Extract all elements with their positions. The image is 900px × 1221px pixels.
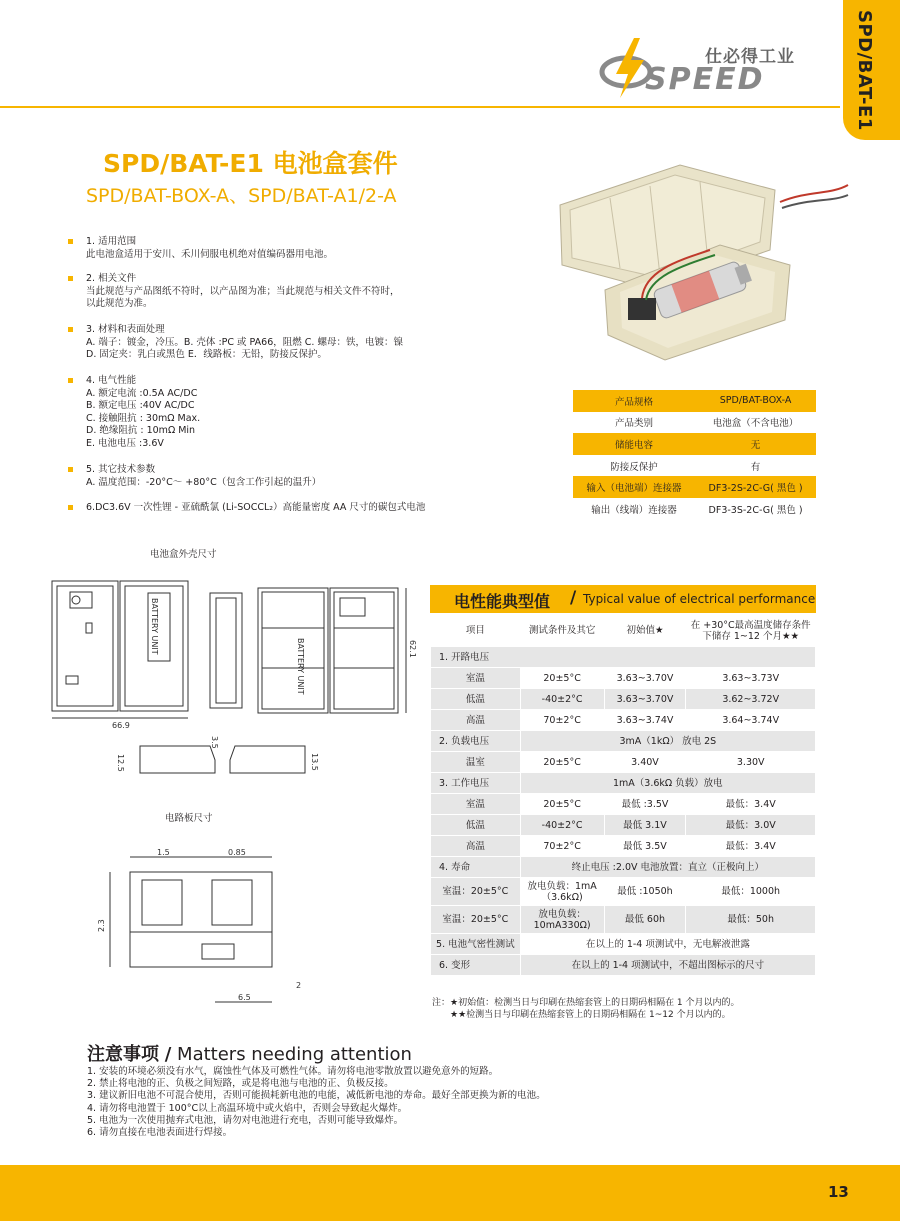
logo-cn: 仕必得工业 — [705, 47, 795, 67]
table-row: 低温 -40±2°C 最低 3.1V 最低：3.0V — [431, 815, 816, 836]
bullet-square-icon — [68, 239, 73, 244]
table-row: 储能电容 无 — [573, 433, 816, 455]
page-subtitle: SPD/BAT-BOX-A、SPD/BAT-A1/2-A — [86, 185, 397, 207]
section-row: 2. 负载电压 3mA（1kΩ） 放电 2S — [431, 731, 816, 752]
table-row: 6. 变形 在以上的 1-4 项测试中，不超出图标示的尺寸 — [431, 955, 816, 976]
logo-en: SPEED — [645, 62, 765, 97]
spec-item-3: 3. 材料和表面处理 A. 端子：镀金，冷压。B. 壳体 :PC 或 PA66，阻燃 C. 螺母：铁，电镀：镍 D. 固定夹：乳白或黑色 E．线路板：无铅，防接反保护。 — [76, 324, 403, 362]
product-photo — [550, 150, 850, 365]
dim-d1: 3.5 — [210, 736, 219, 749]
list-item: 3. 建议新旧电池不可混合使用，否则可能损耗新电池的电能，减低新电池的寿命。最好全部更换为新的电池。 — [87, 1090, 546, 1102]
table-row: 温室 20±5°C 3.40V 3.30V — [431, 752, 816, 773]
perf-title-en: Typical value of electrical performance — [583, 592, 816, 606]
table-row: 防接反保护 有 — [610, 461, 761, 473]
pcb-dim-5: 6.5 — [238, 993, 251, 1002]
pcb-dim-1: 1.5 — [157, 848, 170, 857]
pcb-drawing — [97, 832, 320, 1017]
table-row: 5. 电池气密性测试 在以上的 1-4 项测试中，无电解液泄露 — [431, 934, 816, 955]
battery-unit-text-2: BATTERY UNIT — [296, 638, 305, 695]
table-row: 低温 -40±2°C 3.63~3.70V 3.62~3.72V — [431, 689, 816, 710]
perf-notes: 注：★初始值：检测当日与印刷在热缩套管上的日期码相隔在 1 个月以内的。 ★★检测当日与印刷在热缩套管上的日期码相隔在 1~12 个月以内的。 — [432, 998, 740, 1020]
spec-item-2: 2. 相关文件 当此规范与产品图纸不符时，以产品图为准；当此规范与相关文件不符时， 以此规范为准。 — [76, 273, 400, 311]
case-drawing — [40, 568, 420, 783]
list-item: 1. 安装的环境必须没有水气，腐蚀性气体及可燃性气体。请勿将电池零散放置以避免意外的短路。 — [87, 1066, 499, 1077]
side-tab-label: SPD/BAT-E1 — [854, 10, 875, 131]
pcb-dim-3: 2.3 — [97, 919, 106, 932]
list-item: 4. 请勿将电池置于 100°C以上高温环境中或火焰中，否则会导致起火爆炸。 — [87, 1102, 408, 1114]
spec-item-1: 1. 适用范围 此电池盒适用于安川、禾川伺服电机绝对值编码器用电池。 — [76, 236, 333, 261]
page-number: 13 — [828, 1183, 849, 1201]
perf-title-slash: / — [570, 588, 577, 608]
bullet-square-icon — [68, 467, 73, 472]
page-title: SPD/BAT-E1 电池盒套件 — [103, 149, 398, 178]
pcb-dimension-label: 电路板尺寸 — [165, 813, 213, 824]
list-item: 6. 请勿直接在电池表面进行焊接。 — [87, 1127, 233, 1139]
table-row: 室温：20±5°C 放电负载：1mA（3.6kΩ) 最低 :1050h 最低：1000h — [431, 878, 816, 906]
attention-list — [87, 1066, 546, 1139]
table-row: 输入（电池端）连接器 DF3-2S-2C-G( 黑色 ) — [573, 476, 816, 498]
bullet-square-icon — [68, 327, 73, 332]
side-tab — [843, 0, 900, 140]
perf-table — [430, 614, 816, 976]
dim-d3: 13.5 — [310, 753, 319, 771]
table-row: 室温 20±5°C 最低 :3.5V 最低：3.4V — [431, 794, 816, 815]
perf-title-cn: 电性能典型值 — [454, 592, 551, 611]
dim-height: 62.1 — [408, 640, 417, 658]
spec-item-4: 4. 电气性能 A. 额定电流 :0.5A AC/DC B. 额定电压 :40V AC/DC C. 接触阻抗 : 30mΩ Max. D. 绝缘阻抗 : 10mΩ Min E. 电池电压 :3.6V — [76, 375, 200, 450]
product-spec-table — [573, 390, 816, 520]
header-rule — [0, 106, 840, 108]
pcb-dim-2: 0.85 — [228, 848, 246, 857]
table-row: 产品规格 SPD/BAT-BOX-A — [573, 390, 816, 412]
pcb-dim-4: 2 — [296, 981, 302, 990]
table-row: 输出（线端）连接器 DF3-3S-2C-G( 黑色 ) — [591, 504, 803, 516]
table-row: 室温：20±5°C 放电负载：10mA330Ω) 最低 60h 最低：50h — [431, 906, 816, 934]
table-row: 产品类别 电池盒（不含电池） — [615, 418, 799, 430]
footer-bar — [0, 1165, 900, 1221]
attention-title: 注意事项 / Matters needing attention — [87, 1044, 412, 1065]
section-row: 1. 开路电压 — [431, 647, 816, 668]
table-row: 高温 70±2°C 最低 3.5V 最低：3.4V — [431, 836, 816, 857]
dim-d2: 12.5 — [116, 754, 125, 772]
spec-item-6: 6.DC3.6V 一次性锂 - 亚硫酰氯 (Li-SOCCL₂）高能量密度 AA 尺寸的碳包式电池 — [76, 502, 425, 515]
table-row: 高温 70±2°C 3.63~3.74V 3.64~3.74V — [431, 710, 816, 731]
perf-table-header — [430, 585, 816, 613]
list-item: 2. 禁止将电池的正、负极之间短路，或是将电池与电池的正、负极反接。 — [87, 1078, 394, 1090]
case-dimension-label: 电池盒外壳尺寸 — [150, 549, 217, 560]
table-header-row: 项目 测试条件及其它 初始值★ 在 +30°C最高温度储存条件下储存 1~12 个月★★ — [431, 615, 816, 647]
bullet-square-icon — [68, 378, 73, 383]
dim-width: 66.9 — [112, 721, 130, 730]
spec-item-5: 5. 其它技术参数 A. 温度范围：-20°C～ +80°C（包含工作引起的温升） — [76, 464, 321, 489]
table-row: 室温 20±5°C 3.63~3.70V 3.63~3.73V — [431, 668, 816, 689]
section-row: 3. 工作电压 1mA（3.6kΩ 负载）放电 — [431, 773, 816, 794]
section-row: 4. 寿命 终止电压 :2.0V 电池放置：直立（正极向上） — [431, 857, 816, 878]
bullet-square-icon — [68, 276, 73, 281]
bullet-square-icon — [68, 505, 73, 510]
list-item: 5. 电池为一次使用抛弃式电池，请勿对电池进行充电，否则可能导致爆炸。 — [87, 1114, 404, 1126]
battery-unit-text: BATTERY UNIT — [150, 598, 159, 655]
